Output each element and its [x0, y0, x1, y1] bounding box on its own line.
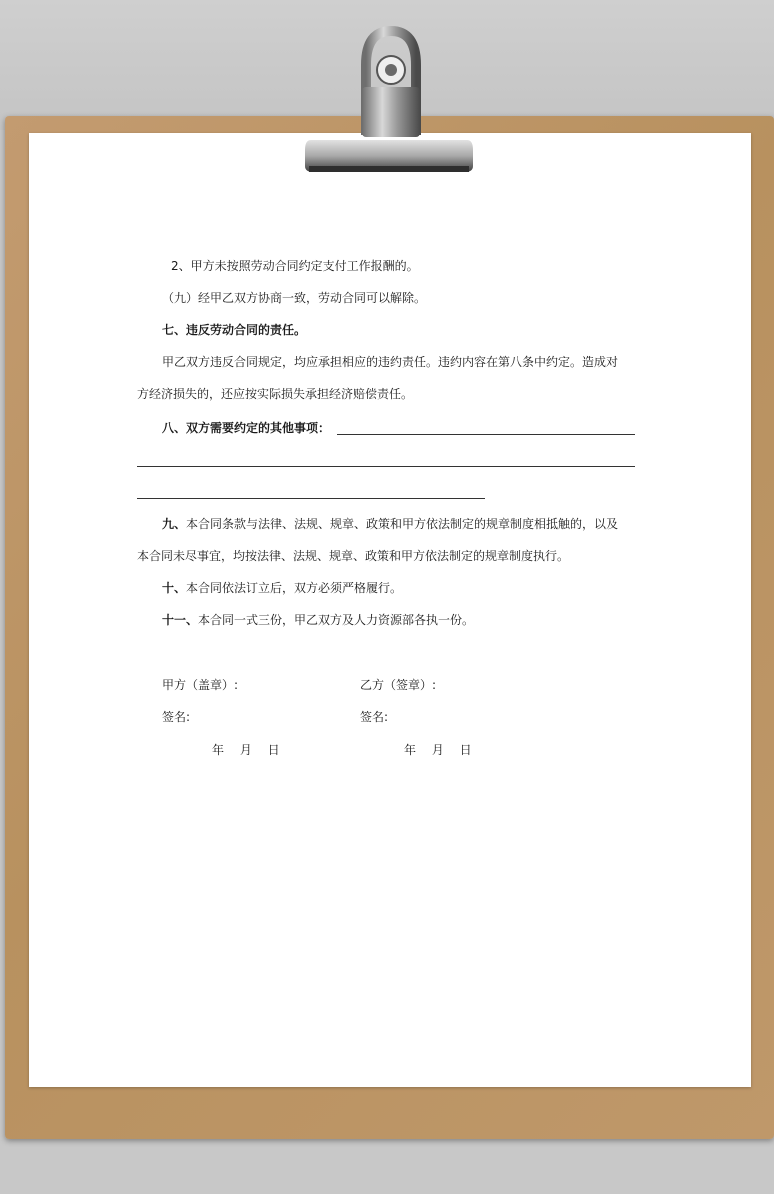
party-a-date: 年 月 日: [212, 743, 280, 757]
party-b-seal-label: 乙方（签章）:: [360, 678, 437, 692]
heading-11: 十一、: [162, 613, 199, 627]
clause-10: [162, 580, 402, 596]
party-b-date: 年 月 日: [404, 743, 472, 757]
party-b-sign-label: 签名:: [360, 710, 389, 724]
clause-7-line2: 方经济损失的，还应按实际损失承担经济赔偿责任。: [137, 387, 414, 401]
clause-10-text: 本合同依法订立后，双方必须严格履行。: [186, 581, 403, 595]
heading-9: 九、: [162, 517, 187, 531]
binder-clip-base: [305, 136, 473, 174]
clause-11: [162, 612, 474, 628]
fill-in-line-2: [137, 466, 635, 467]
heading-7: 七、违反劳动合同的责任。: [162, 323, 307, 337]
clause-9-line1: [162, 516, 618, 532]
party-a-sign-label: 签名:: [162, 710, 191, 724]
party-a-seal-label: 甲方（盖章）:: [162, 678, 239, 692]
heading-10: 十、: [162, 581, 187, 595]
clause-7-line1: 甲乙双方违反合同规定，均应承担相应的违约责任。违约内容在第八条中约定。造成对: [162, 355, 619, 369]
clause-9-text: 本合同条款与法律、法规、规章、政策和甲方依法制定的规章制度相抵触的，以及: [186, 517, 619, 531]
clause-9-line2: 本合同未尽事宜，均按法律、法规、规章、政策和甲方依法制定的规章制度执行。: [137, 549, 570, 563]
clause-9-9: （九）经甲乙双方协商一致，劳动合同可以解除。: [162, 291, 427, 305]
binder-clip-ring: [352, 25, 430, 145]
heading-8: 八、双方需要约定的其他事项：: [162, 421, 331, 435]
clause-9-2: 2、甲方未按照劳动合同约定支付工作报酬的。: [171, 259, 419, 273]
fill-in-line-3: [137, 498, 485, 499]
paper-sheet: [29, 133, 751, 1087]
fill-in-line-1: [337, 434, 635, 435]
clause-11-text: 本合同一式三份，甲乙双方及人力资源部各执一份。: [198, 613, 475, 627]
